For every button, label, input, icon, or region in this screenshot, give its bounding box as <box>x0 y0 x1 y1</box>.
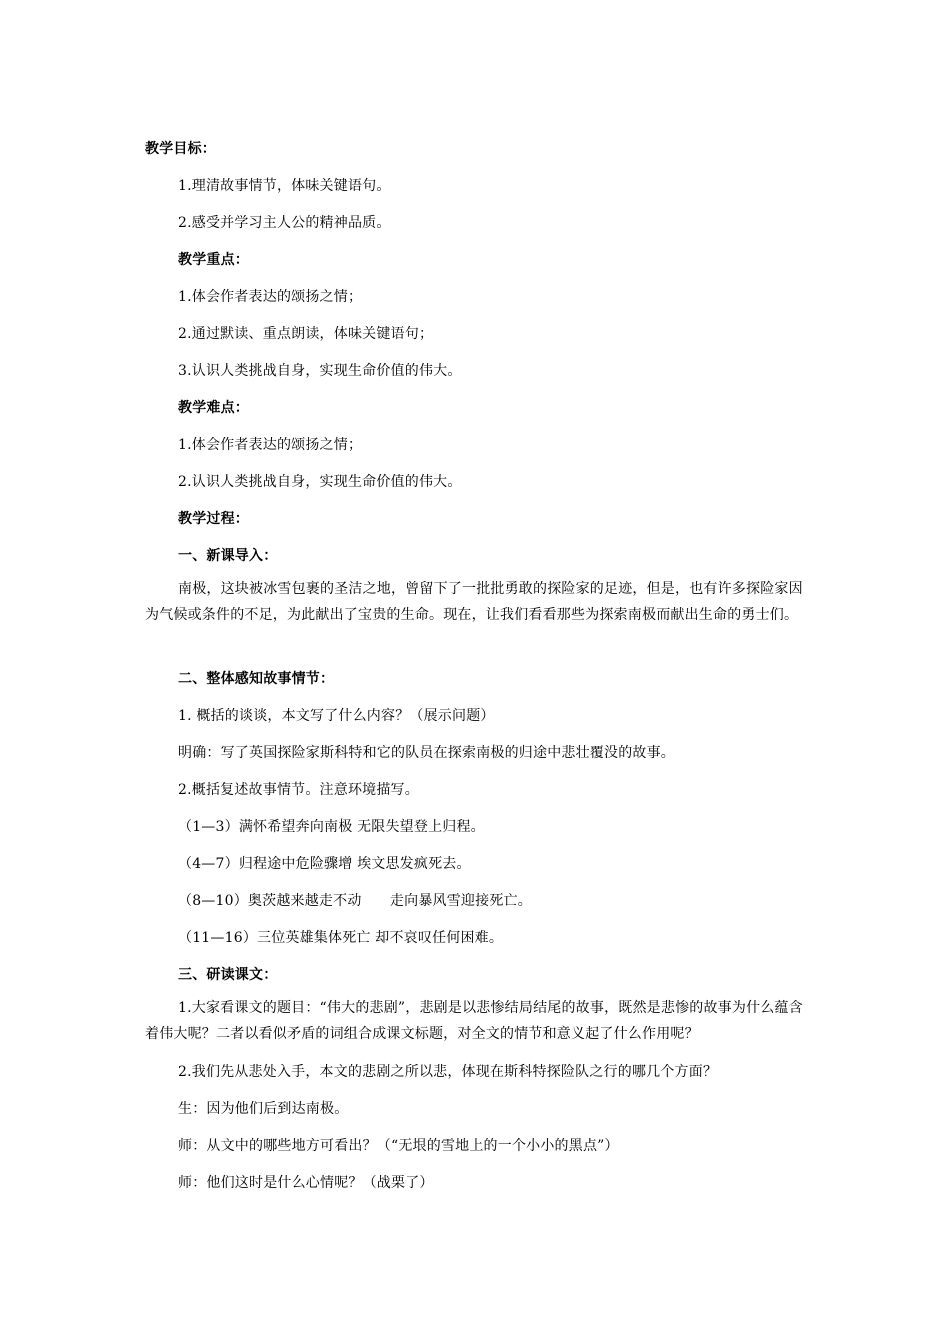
key-point-item: 1.体会作者表达的颂扬之情； <box>178 289 363 305</box>
plot-stage-line: （11—16）三位英雄集体死亡 却不哀叹任何困难。 <box>178 930 504 946</box>
study-paragraph: 1.大家看课文的题目：“伟大的悲剧”，悲剧是以悲惨结局结尾的故事，既然是悲惨的故事为什么蕴含着伟大呢？二者以看似矛盾的词组合成课文标题，对全文的情节和意义起了什么作用呢？ <box>145 1000 803 1042</box>
key-point-item: 3.认识人类挑战自身，实现生命价值的伟大。 <box>178 363 462 379</box>
overview-line: 1. 概括的谈谈，本文写了什么内容？（展示问题） <box>178 708 495 724</box>
plot-stage-line: （1—3）满怀希望奔向南极 无限失望登上归程。 <box>178 819 485 835</box>
study-line: 师：从文中的哪些地方可看出？（“无垠的雪地上的一个小小的黑点”） <box>178 1138 619 1154</box>
objectives-heading: 教学目标： <box>145 141 216 157</box>
difficulty-item: 2.认识人类挑战自身，实现生命价值的伟大。 <box>178 474 462 490</box>
key-points-heading: 教学重点： <box>178 252 249 268</box>
overview-line: 2.概括复述故事情节。注意环境描写。 <box>178 782 419 798</box>
key-point-item: 2.通过默读、重点朗读，体味关键语句； <box>178 326 434 342</box>
study-line: 生：因为他们后到达南极。 <box>178 1101 349 1117</box>
plot-stage-line: （8—10）奥茨越来越走不动 走向暴风雪迎接死亡。 <box>178 893 532 909</box>
objective-item: 1.理清故事情节，体味关键语句。 <box>178 178 391 194</box>
overview-line: 明确：写了英国探险家斯科特和它的队员在探索南极的归途中悲壮覆没的故事。 <box>178 745 675 761</box>
process-heading: 教学过程： <box>178 511 249 527</box>
plot-stage-line: （4—7）归程途中危险骤增 埃文思发疯死去。 <box>178 856 471 872</box>
difficulty-item: 1.体会作者表达的颂扬之情； <box>178 437 363 453</box>
section-title-intro: 一、新课导入： <box>178 548 278 564</box>
section-title-overview: 二、整体感知故事情节： <box>178 671 335 687</box>
section-title-study: 三、研读课文： <box>178 967 278 983</box>
study-line: 2.我们先从悲处入手，本文的悲剧之所以悲，体现在斯科特探险队之行的哪几个方面？ <box>178 1064 718 1080</box>
difficulties-heading: 教学难点： <box>178 400 249 416</box>
objective-item: 2.感受并学习主人公的精神品质。 <box>178 215 391 231</box>
study-line: 师：他们这时是什么心情呢？（战栗了） <box>178 1175 434 1191</box>
intro-paragraph: 南极，这块被冰雪包裹的圣洁之地，曾留下了一批批勇敢的探险家的足迹，但是，也有许多探险家因为气候或条件的不足，为此献出了宝贵的生命。现在，让我们看看那些为探索南极而献出生命的勇士们。 <box>145 581 803 623</box>
